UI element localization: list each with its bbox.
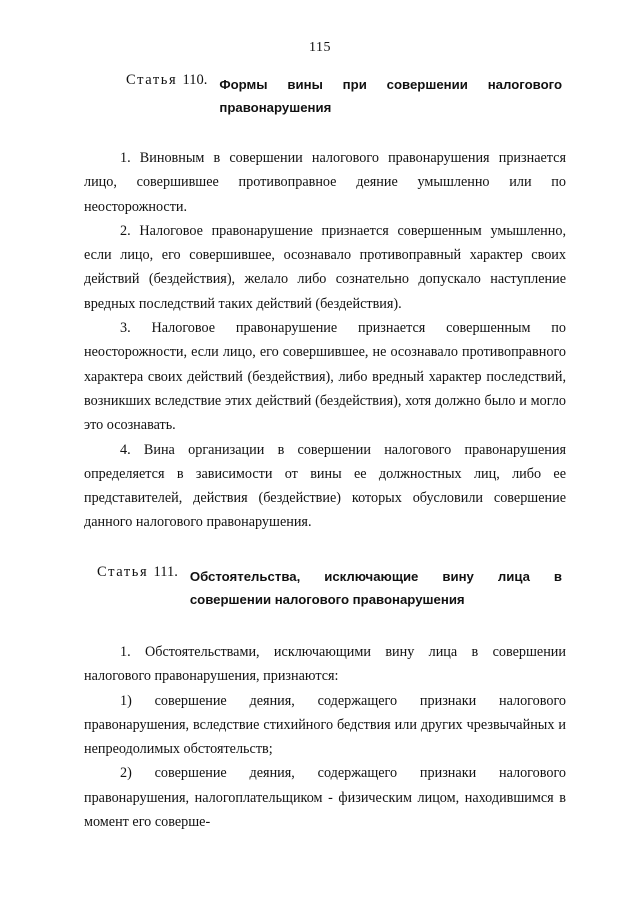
article-110-number: 110. bbox=[182, 72, 208, 88]
article-111-heading bbox=[97, 564, 562, 611]
article-111-title-line1: Обстоятельства, исключающие вину лица в bbox=[189, 569, 562, 584]
article-110-body bbox=[84, 146, 566, 535]
article-111-paragraph-3: 2) совершение деяния, содержащего признаки налогового правонарушения, налогоплательщиком - физическим лицом, находившимся в момент его соверше- bbox=[84, 765, 566, 831]
article-111-word: Статья bbox=[97, 564, 149, 580]
article-111-title-line2: совершении налогового правонарушения bbox=[189, 592, 465, 607]
article-110-title-line2: правонарушения bbox=[219, 100, 332, 115]
article-110-title bbox=[219, 72, 562, 119]
article-110-heading bbox=[126, 72, 562, 119]
article-110-paragraph-3: 3. Налоговое правонарушение признается совершенным по неосторожности, если лицо, его совершившее, не осознавало противоправного характера своих действий (бездействия), либо вредный характер последствий, возникших вследствие этих действий (бездействия), хотя должно было и могло это осознавать. bbox=[84, 320, 566, 434]
article-110-label bbox=[126, 72, 207, 89]
article-111-number: 111. bbox=[153, 564, 178, 580]
article-111-paragraph-2: 1) совершение деяния, содержащего признаки налогового правонарушения, вследствие стихийного бедствия или других чрезвычайных и непреодолимых обстоятельств; bbox=[84, 692, 566, 758]
article-111-label bbox=[97, 564, 178, 581]
article-111-paragraph-1: 1. Обстоятельствами, исключающими вину лица в совершении налогового правонарушения, признаются: bbox=[84, 644, 566, 685]
article-111-title bbox=[190, 564, 562, 611]
article-110-paragraph-1: 1. Виновным в совершении налогового правонарушения признается лицо, совершившее противоправное деяние умышленно или по неосторожности. bbox=[84, 150, 566, 215]
article-110-paragraph-4: 4. Вина организации в совершении налогового правонарушения определяется в зависимости от вины ее должностных лиц, либо ее представителей, действия (бездействие) которых обусловили совершение данного налогового правонарушения. bbox=[84, 441, 566, 531]
page-number: 115 bbox=[309, 40, 331, 55]
article-110-title-line1: Формы вины при совершении налогового bbox=[219, 77, 562, 92]
article-110-paragraph-2: 2. Налоговое правонарушение признается совершенным умышленно, если лицо, его совершившее, осознавало противоправный характер своих действий (бездействия), желало либо сознательно допускало наступление вредных последствий таких действий (бездействия). bbox=[84, 222, 566, 312]
article-111-body bbox=[84, 640, 566, 834]
article-110-word: Статья bbox=[126, 72, 178, 88]
